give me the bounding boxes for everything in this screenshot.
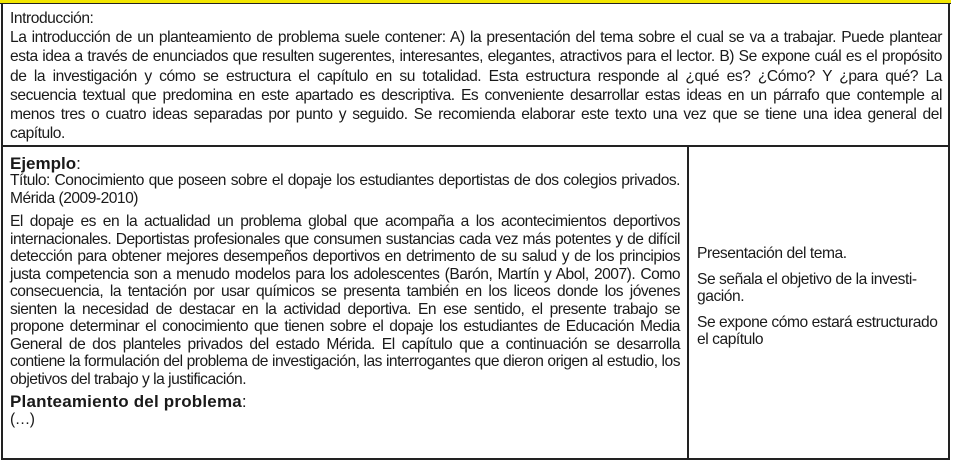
intro-cell: [3, 4, 948, 147]
problem-section-heading: [10, 392, 680, 411]
annotation-topic: Presentación del tema.: [697, 245, 847, 262]
example-paragraph: El dopaje es en la actualidad un problema global que acompaña a los acontecimientos deportivos internacionales. Deportistas profesionales que consumen sustancias cada vez más potentes y de difícil detección para obtener mejores desempeños deportivos en detrimento de su salud y de los principios justa competencia son a menudo modelos para los adolescentes (Barón, Martín y Abol, 2007). Como consecuencia, la tentación por usar químicos se presenta también en los liceos donde los jóvenes sienten la necesidad de destacar en la actividad deportiva. En ese sentido, el presente trabajo se propone determinar el conocimiento que tienen sobre el dopaje los estudiantes de Educación Media General de dos planteles privados del estado Mérida. El capítulo que a continuación se desarrolla contiene la formulación del problema de investigación, las interrogantes que dieron origen al estudio, los objetivos del trabajo y la justificación.: [10, 213, 680, 388]
ellipsis-text: (…): [10, 411, 35, 428]
example-cell: [3, 147, 689, 458]
problem-section-heading-colon: :: [241, 392, 247, 411]
example-heading-colon: :: [76, 154, 81, 173]
example-heading-label: Ejemplo: [10, 154, 77, 173]
annotation-objective: Se señala el objetivo de la investigación.: [697, 270, 918, 305]
example-title-line: Título: Conocimiento que poseen sobre el dopaje los estudiantes deportistas de dos colegios privados. Mérida (2009-2010): [10, 172, 680, 207]
problem-section-heading-label: Planteamiento del problema: [10, 392, 242, 411]
document-table: [1, 4, 950, 460]
intro-body: La introducción de un planteamiento de problema suele contener: A) la presentación del tema sobre el cual se va a trabajar. Puede plantear esta idea a través de enunciados que resulten sugerentes, interesantes, elegantes, atractivos para el lector. B) Se expone cuál es el propósito de la investigación y cómo se estructura el capítulo en su totalidad. Esta estructura responde al ¿qué es? ¿Cómo? Y ¿para qué? La secuencia textual que predomina en este apartado es descriptiva. Es conveniente desarrollar estas ideas en un párrafo que contemple al menos tres o cuatro ideas separadas por punto y seguido. Se recomienda elaborar este texto una vez que se tiene una idea general del capítulo.: [10, 29, 942, 143]
annotations-cell: [689, 147, 948, 458]
example-heading: [10, 155, 680, 172]
intro-heading: Introducción:: [10, 10, 94, 27]
annotation-structure: Se expone cómo estará estructurado el capítulo: [697, 313, 938, 348]
